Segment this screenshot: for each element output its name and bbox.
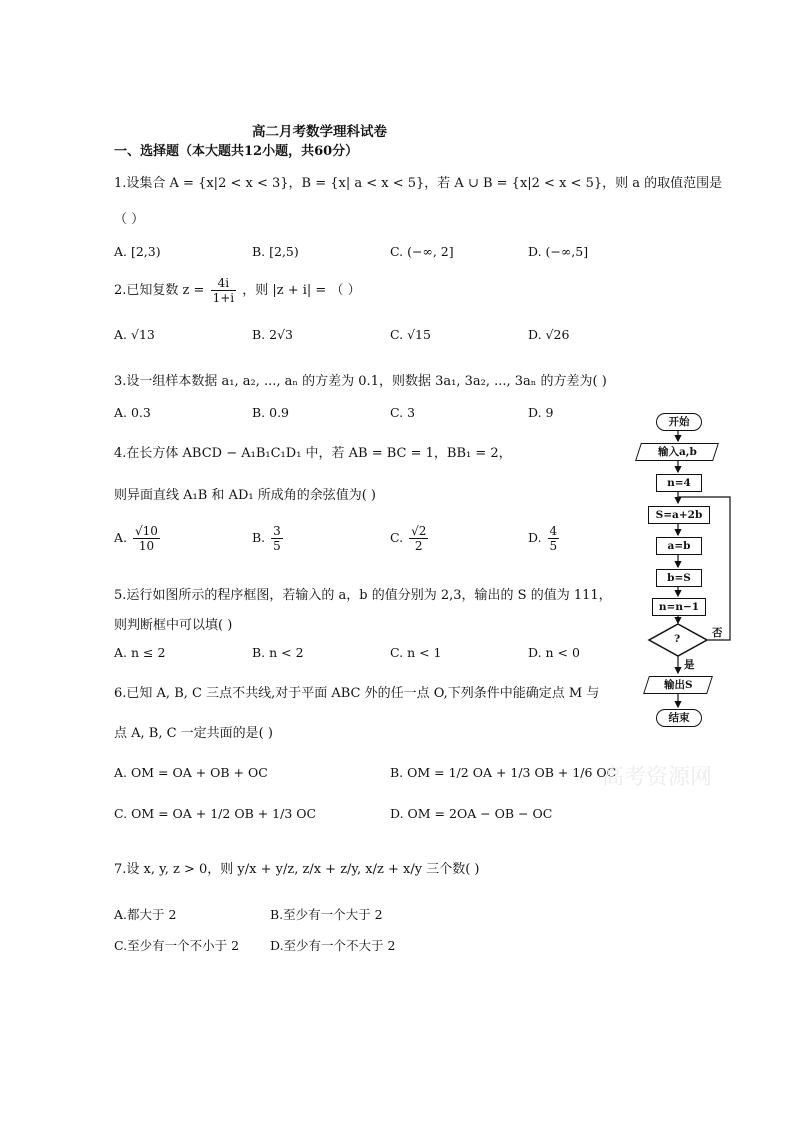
q4-option-c-label: C. xyxy=(390,530,404,545)
q4-c-den: 2 xyxy=(414,539,423,553)
q7-option-a: A.都大于 2 xyxy=(114,907,177,922)
q4-a-den: 10 xyxy=(138,539,155,553)
q2-option-b: B. 2√3 xyxy=(252,327,294,342)
question-5-line2: 则判断框中可以填( ) xyxy=(114,618,233,633)
question-4-line2: 则异面直线 A₁B 和 AD₁ 所成角的余弦值为( ) xyxy=(114,488,376,503)
question-7-text: 7.设 x, y, z > 0，则 y/x + y/z, z/x + z/y, x/z + x/y 三个数( ) xyxy=(114,862,480,877)
flowchart-step-a: a=b xyxy=(656,537,702,555)
q2-option-c: C. √15 xyxy=(390,327,431,342)
flowchart-no-label: 否 xyxy=(712,627,723,639)
q4-option-d-label: D. xyxy=(528,530,542,545)
q4-a-num: √10 xyxy=(135,524,158,538)
flowchart-output xyxy=(643,676,713,694)
q7-option-d: D.至少有一个不大于 2 xyxy=(270,938,396,953)
flowchart-condition: ? xyxy=(674,633,681,645)
q1-option-d: D. (−∞,5] xyxy=(528,244,589,259)
q4-b-den: 5 xyxy=(273,539,281,553)
q2-option-a: A. √13 xyxy=(114,327,155,342)
q1-option-c: C. (−∞, 2] xyxy=(390,244,454,259)
section-heading: 一、选择题（本大题共12小题，共60分） xyxy=(114,144,359,159)
q2-frac-num: 4i xyxy=(211,276,237,291)
q1-option-b: B. [2,5) xyxy=(252,244,299,259)
question-3-text: 3.设一组样本数据 a₁, a₂, ..., aₙ 的方差为 0.1，则数据 3a₁, 3a₂, ..., 3aₙ 的方差为( ) xyxy=(114,374,607,389)
q4-option-a-label: A. xyxy=(114,530,128,545)
question-6-line1: 6.已知 A, B, C 三点不共线,对于平面 ABC 外的任一点 O,下列条件中能确定点 M 与 xyxy=(114,686,600,701)
q4-c-num: √2 xyxy=(411,524,427,538)
q5-option-d: D. n < 0 xyxy=(528,645,580,660)
q4-option-b-label: B. xyxy=(252,530,266,545)
q3-option-b: B. 0.9 xyxy=(252,405,290,420)
q6-option-b: B. OM = 1/2 OA + 1/3 OB + 1/6 OC xyxy=(390,765,617,780)
q5-option-a: A. n ≤ 2 xyxy=(114,645,166,660)
q6-option-c: C. OM = OA + 1/2 OB + 1/3 OC xyxy=(114,806,317,821)
q4-d-num: 4 xyxy=(549,524,558,538)
watermark: 高考资源网 xyxy=(602,765,713,790)
flowchart-input xyxy=(635,443,719,461)
q2-frac-den: 1+i xyxy=(212,291,235,305)
question-4-line1: 4.在长方体 ABCD − A₁B₁C₁D₁ 中，若 AB = BC = 1，BB₁ = 2， xyxy=(114,446,512,461)
flowchart-end: 结束 xyxy=(656,709,702,727)
q6-option-d: D. OM = 2OA − OB − OC xyxy=(390,806,553,821)
q2-suffix: ，则 |z + i| = （ ） xyxy=(242,283,361,298)
q4-d-den: 5 xyxy=(549,539,558,553)
question-1-paren: （ ） xyxy=(114,212,145,227)
q3-option-d: D. 9 xyxy=(528,405,554,420)
q4-b-num: 3 xyxy=(273,524,281,538)
question-5-line1: 5.运行如图所示的程序框图，若输入的 a，b 的值分别为 2,3，输出的 S 的值为 111， xyxy=(114,588,612,603)
q5-option-c: C. n < 1 xyxy=(390,645,442,660)
q2-prefix: 2.已知复数 z = xyxy=(114,283,205,298)
page-title: 高二月考数学理科试卷 xyxy=(252,124,387,140)
q3-option-a: A. 0.3 xyxy=(114,405,151,420)
q2-option-d: D. √26 xyxy=(528,327,570,342)
q6-option-a: A. OM = OA + OB + OC xyxy=(114,765,268,780)
flowchart-step-b: b=S xyxy=(656,569,702,587)
question-1-text: 1.设集合 A = {x|2 < x < 3}，B = {x| a < x < 5}，若 A ∪ B = {x|2 < x < 5}，则 a 的取值范围是 xyxy=(114,176,723,191)
question-6-line2: 点 A, B, C 一定共面的是( ) xyxy=(114,726,273,741)
flowchart-yes-label: 是 xyxy=(684,659,695,671)
flowchart-step-s: S=a+2b xyxy=(648,506,710,524)
flowchart-init: n=4 xyxy=(656,474,702,492)
flowchart-start: 开始 xyxy=(656,413,702,431)
q1-option-a: A. [2,3) xyxy=(114,244,161,259)
flowchart-output-label: 输出S xyxy=(663,679,693,691)
q5-option-b: B. n < 2 xyxy=(252,645,304,660)
q7-option-c: C.至少有一个不小于 2 xyxy=(114,938,240,953)
q3-option-c: C. 3 xyxy=(390,405,416,420)
flowchart-step-n: n=n−1 xyxy=(652,598,706,616)
q7-option-b: B.至少有一个大于 2 xyxy=(270,907,383,922)
flowchart-input-label: 输入a,b xyxy=(657,446,697,458)
